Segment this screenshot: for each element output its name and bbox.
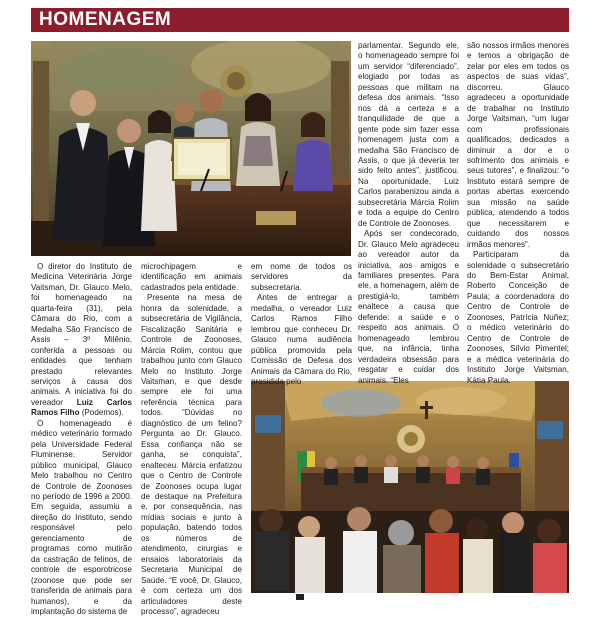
section-title: HOMENAGEM: [39, 9, 172, 30]
section-banner: [31, 8, 569, 32]
paragraph-text: (Podemos).: [79, 408, 124, 418]
paragraph: O homenageado é médico veterinário formado pela Universidade Federal Fluminense. Servidor público municipal, Glauco Melo trabalhou no Centro de Controle de Zoonoses no período de 1996 a 2000. Em seguida, assumiu a direção do Instituto, sendo responsável pelo gerenciamento de programas como mutirão da castração de felinos, de controle de esporotricose (zoonose que pode ser transferida de animais para humanos), e da implantação do sistema de: [31, 418, 132, 616]
article-column-3-bottom: [251, 262, 352, 387]
paragraph: em nome de todos os servidores da subsecretaria.: [251, 262, 352, 292]
paragraph: são nossos irmãos menores e temos a obrigação de zelar por eles em todos os aspectos de suas vidas”, discorreu. Glauco agradeceu a oportunidade de trabalhar no Instituto Jorge Vaitsman, “um lugar com profissionais qualificados, dedicados a diminuir a dor e o sofrimento dos animais e seus tutores”, e finalizou: “o Instituto estará sempre de portas abertas exercendo sua missão na saúde pública, atendendo a todos que necessitarem e cuidando dos nossos irmãos menores”.: [467, 41, 569, 249]
paragraph: microchipagem e identificação em animais cadastrados pela entidade.: [141, 262, 242, 292]
council-chamber-photo: [251, 381, 569, 593]
paragraph: parlamentar. Segundo ele, o homenageado sempre foi um servidor “diferenciado”, elogiado por todas as pessoas que militam na defesa dos animais. “Isso nos dá a certeza e a tranquilidade de que a gente pode sim fazer essa homenagem justa com a medalha São Francisco de Assis, o que já deveria ter sido feito antes”, justificou. Na oportunidade, Luiz Carlos parabenizou ainda a subsecretária Márcia Rolim e toda a equipe do Centro de Controle de Zoonoses.: [358, 41, 459, 228]
award-ceremony-photo: [31, 41, 351, 256]
article-column-3-top: [358, 41, 459, 386]
paragraph: Presente na mesa de honra da solenidade, a subsecretária de Vigilância, Fiscalização Sanitária e Controle de Zoonoses, Márcia Rolim, contou que trabalhou junto com Glauco Melo no Instituto Jorge Vaitsman, e que desde sempre ele foi uma referência técnica para todos. “Dúvidas no diagnóstico de um felino? Pergunta ao Dr. Glauco. Essa confiança não se ganha, se conquista”, enalteceu. Márcia enfatizou que o Centro de Controle de Zoonoses ocupa lugar de destaque na Prefeitura e, por consequência, nas mídias sociais e junto à população, batendo todos os números de atendimento, cirurgias e ensaios laboratoriais da Secretaria Municipal de Saúde. “E você, Dr. Glauco, é com certeza um dos articuladores deste processo”, agradeceu: [141, 293, 242, 616]
paragraph-text: O diretor do Instituto de Medicina Veterinária Jorge Vaitsman, Dr. Glauco Melo, foi homenageado na quarta-feira (31), pela Câmara do Rio, com a Medalha São Francisco de Assis – 3º Milênio, conferida a pessoas ou entidades que tenham prestado relevantes serviços à causa dos animais. A iniciativa foi do vereador: [31, 262, 132, 407]
paragraph: [31, 262, 132, 419]
paragraph: Após ser condecorado, Dr. Glauco Melo agradeceu ao vereador autor da iniciativa, aos amigos e familiares presentes. Para ele, a homenagem, além de prestigiá-lo, também enaltece a causa que defende: a saúde e o respeito aos animais. O homenageado lembrou que, na infância, tinha verdadeira obsessão para resgatar e cuidar dos animais. “Eles: [358, 229, 459, 385]
article-column-1: [31, 262, 132, 617]
article-column-2: [141, 262, 242, 617]
councilman-name: Luiz Carlos Ramos Filho: [31, 397, 132, 418]
paragraph: Antes de entregar a medalha, o vereador Luiz Carlos Ramos Filho lembrou que conheceu Dr. Glauco numa audiência pública promovida pela Comissão de Defesa dos Animais da Câmara do Rio, presidida pelo: [251, 293, 352, 386]
page-marker: [296, 594, 304, 600]
article-column-4: [467, 41, 569, 386]
paragraph: Participaram da solenidade o subsecretário do Bem-Estar Animal, Roberto Conceição de Paula; a coordenadora do Centro de Controle de Zoonoses, Patrícia Nuñez; o médico veterinário do Centro de Controle de Zoonoses, Sílvio Pimentel; e a médica veterinária do Instituto Jorge Vaitsman, Kátia Paula.: [467, 250, 569, 385]
